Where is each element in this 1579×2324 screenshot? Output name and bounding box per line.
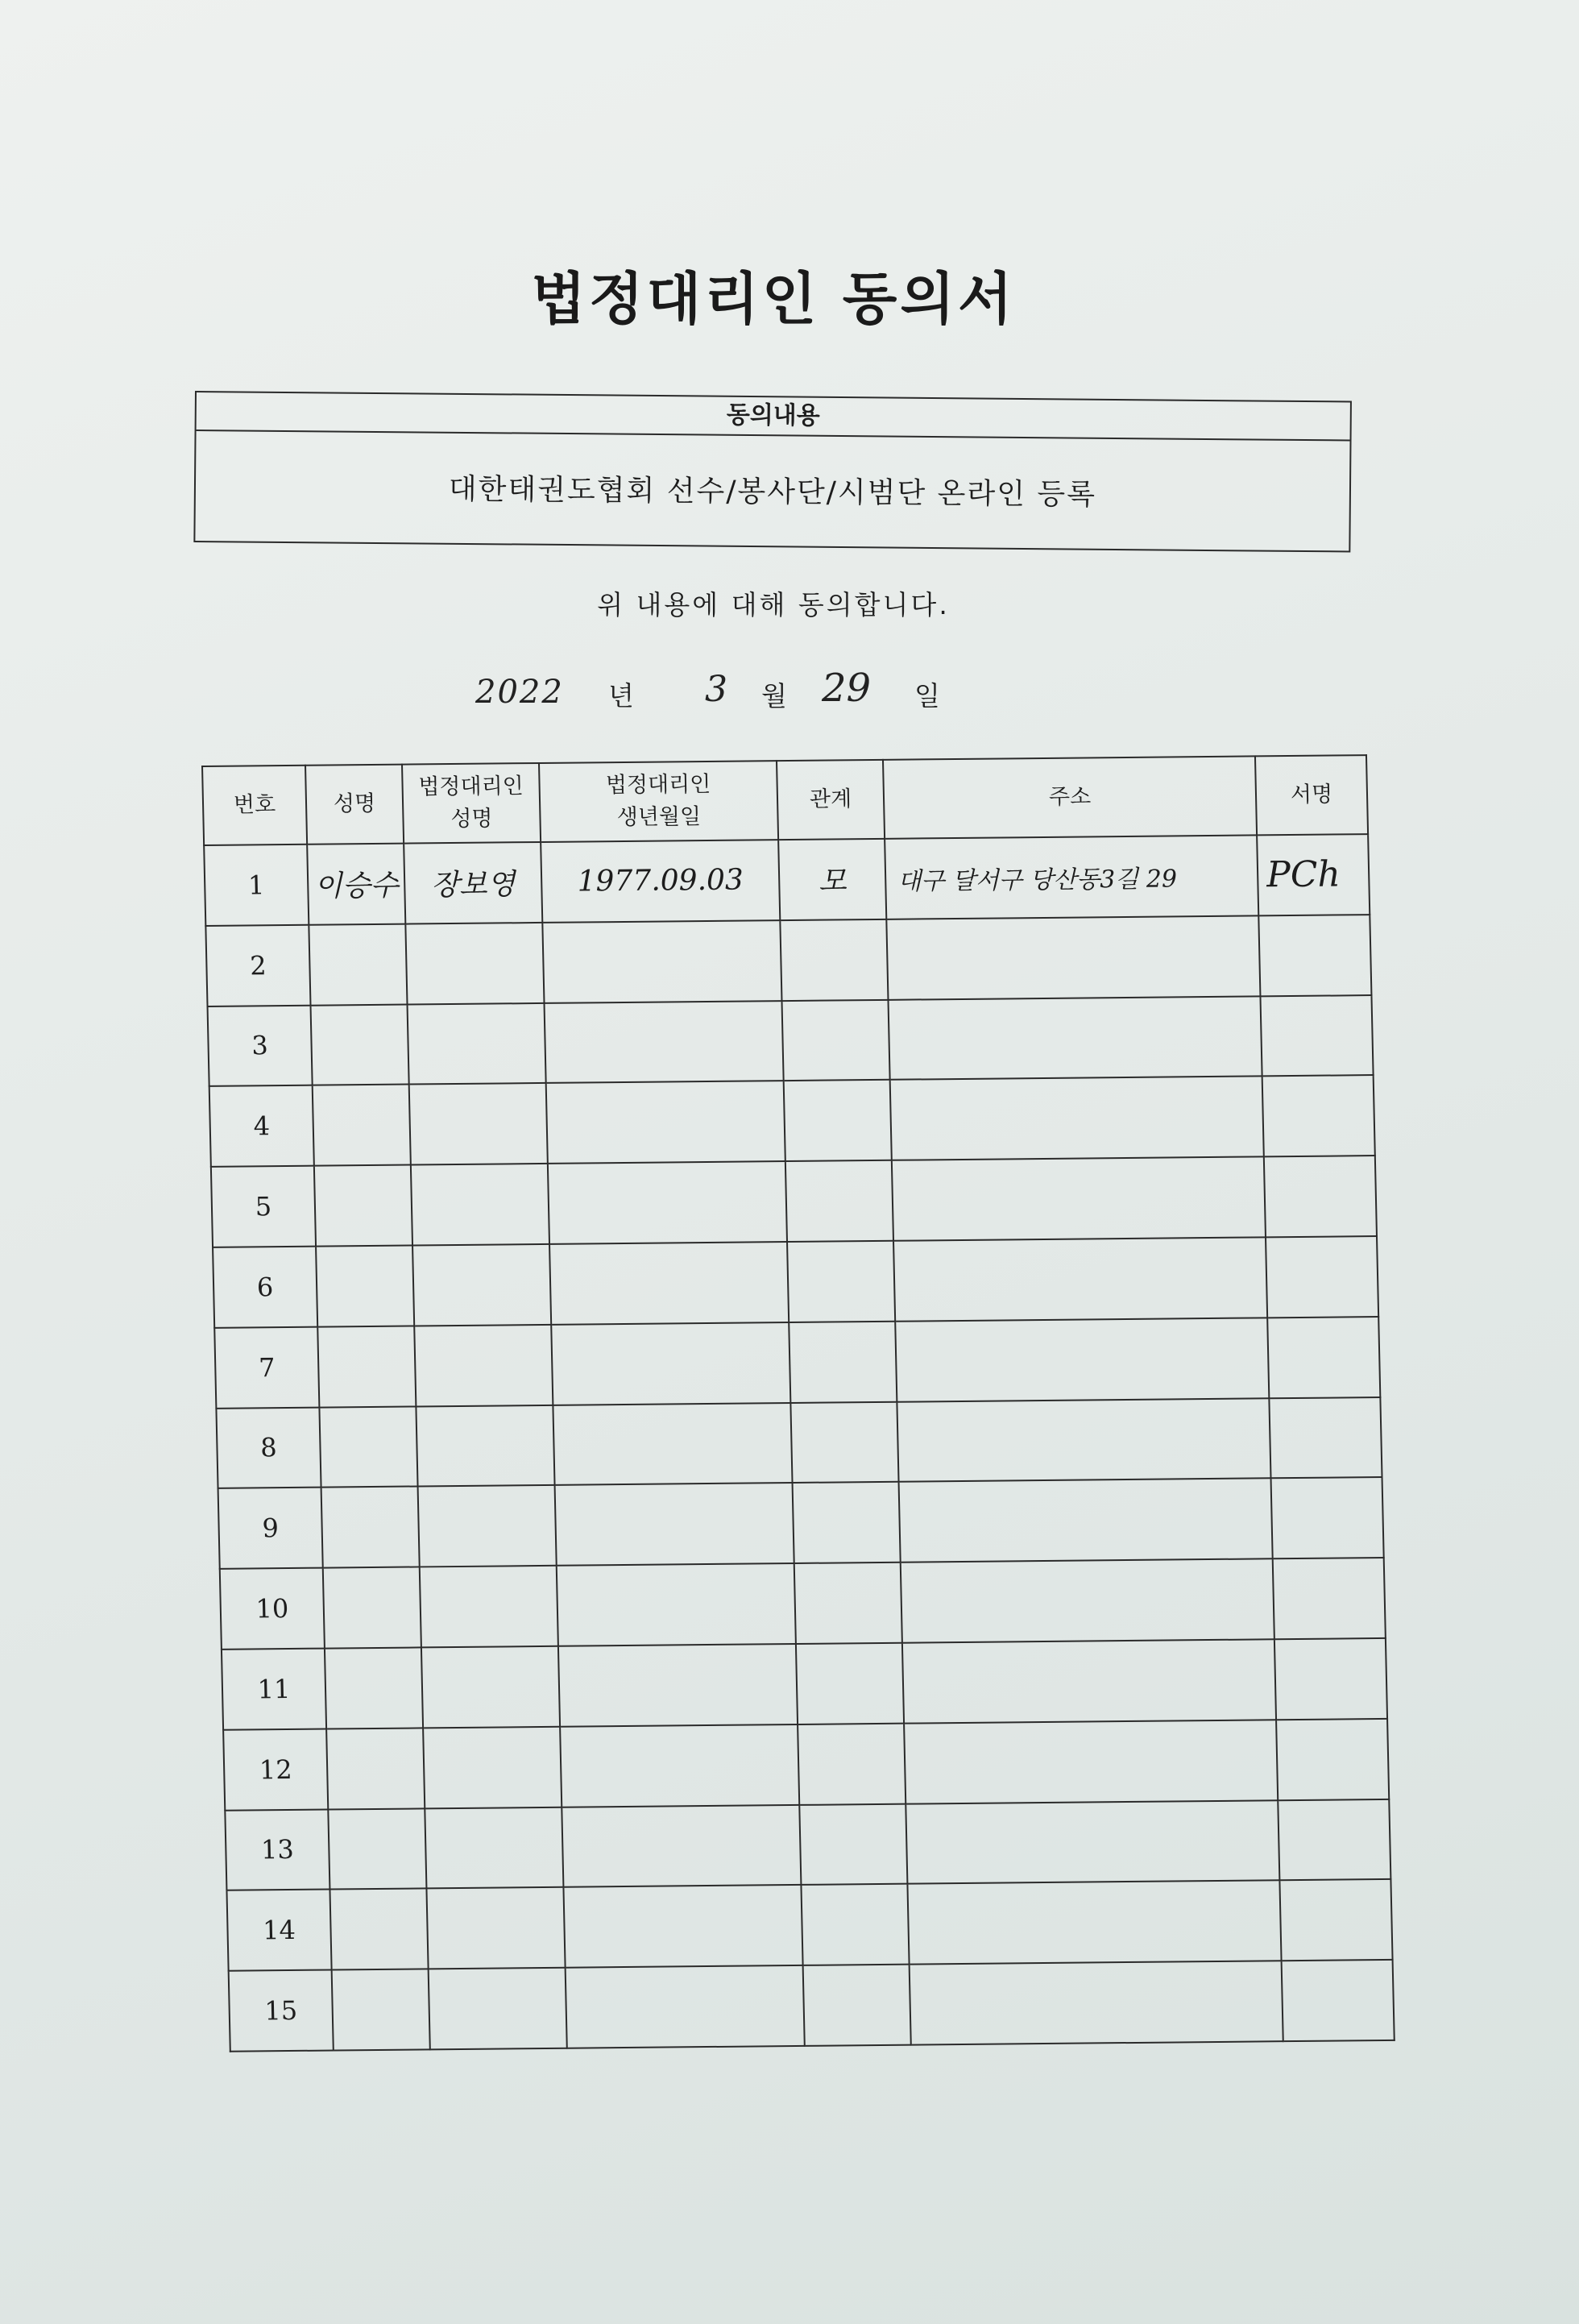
- cell-address: [892, 1157, 1266, 1241]
- cell-guardian-name: [420, 1566, 558, 1647]
- consent-box: [193, 391, 1352, 553]
- cell-address: [901, 1558, 1274, 1642]
- table-row: [226, 1879, 1392, 1971]
- cell-name: [328, 1808, 426, 1890]
- cell-no: 10: [220, 1568, 325, 1650]
- table-row: [214, 1317, 1380, 1409]
- cell-signature: [1273, 1558, 1386, 1639]
- cell-guardian-name: 장보영: [404, 842, 542, 923]
- header-address: 주소: [883, 756, 1257, 838]
- cell-no: 14: [226, 1890, 331, 1971]
- cell-relation: [787, 1241, 895, 1322]
- cell-guardian-birth: [566, 1965, 805, 2048]
- cell-name: [309, 923, 407, 1005]
- header-guardian-birth: [539, 761, 778, 842]
- cell-name: [311, 1004, 409, 1085]
- cell-name: [316, 1245, 414, 1326]
- cell-relation: [790, 1401, 898, 1483]
- header-guardian-name-line2: 성명: [450, 806, 493, 832]
- cell-guardian-birth: [551, 1322, 790, 1405]
- cell-name: [323, 1567, 421, 1649]
- cell-guardian-name: [405, 923, 544, 1004]
- cell-relation: [785, 1160, 893, 1242]
- cell-address: [893, 1237, 1267, 1321]
- table-row: [208, 995, 1374, 1087]
- cell-guardian-birth: [553, 1403, 792, 1486]
- cell-address: [890, 1077, 1264, 1160]
- cell-no: 6: [213, 1247, 317, 1328]
- table-row: [220, 1558, 1386, 1650]
- cell-address: [886, 915, 1260, 999]
- cell-relation: [781, 999, 889, 1081]
- cell-signature: [1274, 1638, 1387, 1720]
- cell-address: [902, 1639, 1276, 1723]
- cell-guardian-name: [423, 1727, 562, 1808]
- cell-relation: [803, 1965, 911, 2046]
- header-relation: 관계: [777, 760, 885, 840]
- cell-no: 1: [204, 845, 309, 926]
- table-row: [222, 1638, 1387, 1730]
- cell-guardian-name: [418, 1485, 557, 1567]
- date-year: 2022: [475, 674, 564, 711]
- header-signature: 서명: [1255, 755, 1368, 835]
- table-row: [209, 1075, 1375, 1167]
- cell-relation: [789, 1322, 897, 1403]
- cell-no: 4: [209, 1085, 314, 1167]
- cell-no: 8: [216, 1407, 321, 1488]
- cell-address: 대구 달서구 당산동3길 29: [885, 835, 1258, 919]
- header-guardian-birth-line1: 법정대리인: [605, 771, 711, 799]
- date-day: 29: [822, 666, 872, 711]
- cell-signature: [1262, 1075, 1375, 1156]
- cell-relation: [799, 1803, 907, 1885]
- cell-guardian-birth: [555, 1483, 794, 1566]
- cell-guardian-birth: [557, 1563, 796, 1646]
- cell-guardian-name: [425, 1807, 563, 1888]
- cell-signature: [1258, 915, 1371, 996]
- table-row: [218, 1477, 1384, 1569]
- cell-no: 13: [225, 1809, 329, 1890]
- cell-address: [906, 1800, 1279, 1884]
- cell-guardian-name: [421, 1646, 560, 1728]
- cell-name: [326, 1728, 425, 1809]
- cell-guardian-birth: 1977.09.03: [541, 840, 780, 923]
- table-body: [204, 834, 1395, 2052]
- cell-name: [329, 1889, 428, 1970]
- cell-relation: [793, 1482, 901, 1563]
- cell-guardian-birth: [542, 920, 781, 1003]
- cell-guardian-birth: [548, 1161, 787, 1244]
- cell-relation: [801, 1884, 909, 1965]
- header-guardian-name: [402, 763, 541, 844]
- cell-guardian-name: [426, 1887, 565, 1969]
- cell-name: [313, 1085, 411, 1166]
- header-name: 성명: [305, 765, 404, 845]
- table-row: [225, 1799, 1390, 1890]
- date-year-label: 년: [608, 680, 634, 712]
- cell-name: [332, 1969, 430, 2051]
- cell-relation: [796, 1643, 904, 1724]
- cell-signature: [1267, 1317, 1380, 1398]
- cell-signature: PCh: [1257, 834, 1370, 915]
- table-row: [223, 1719, 1389, 1811]
- document-title: 법정대리인 동의서: [531, 266, 1016, 332]
- header-no: 번호: [202, 766, 307, 845]
- cell-guardian-name: [429, 1968, 567, 2049]
- cell-guardian-birth: [549, 1242, 789, 1325]
- cell-relation: 모: [778, 839, 886, 920]
- consent-heading: 동의내용: [197, 392, 1350, 441]
- cell-guardian-birth: [544, 1001, 783, 1084]
- cell-signature: [1266, 1236, 1378, 1318]
- consent-content: 대한태권도협회 선수/봉사단/시범단 온라인 등록: [448, 472, 1097, 512]
- cell-signature: [1278, 1799, 1390, 1880]
- cell-relation: [794, 1562, 902, 1644]
- cell-address: [897, 1398, 1270, 1482]
- cell-address: [888, 996, 1262, 1080]
- cell-signature: [1276, 1719, 1389, 1800]
- table-row: [216, 1397, 1382, 1489]
- table-row: [229, 1960, 1395, 2052]
- cell-no: 12: [223, 1728, 328, 1810]
- cell-relation: [780, 919, 888, 1001]
- cell-guardian-name: [409, 1083, 548, 1164]
- cell-signature: [1264, 1156, 1377, 1237]
- cell-guardian-name: [416, 1405, 554, 1486]
- cell-address: [907, 1881, 1281, 1965]
- cell-no: 9: [218, 1488, 323, 1569]
- date-day-label: 일: [914, 680, 940, 712]
- cell-name: [317, 1326, 416, 1407]
- cell-no: 15: [229, 1970, 334, 2052]
- cell-signature: [1282, 1960, 1395, 2041]
- cell-name: [314, 1165, 412, 1247]
- cell-no: 7: [214, 1326, 319, 1408]
- header-guardian-birth-line2: 생년월일: [616, 804, 702, 831]
- cell-guardian-birth: [558, 1644, 798, 1727]
- agreement-statement: 위 내용에 대해 동의합니다.: [597, 589, 950, 620]
- cell-address: [904, 1720, 1278, 1803]
- cell-no: 11: [222, 1649, 326, 1730]
- cell-guardian-name: [412, 1244, 551, 1326]
- cell-guardian-birth: [563, 1885, 802, 1968]
- cell-guardian-name: [411, 1164, 549, 1245]
- cell-address: [899, 1479, 1273, 1562]
- cell-guardian-birth: [562, 1804, 801, 1887]
- table-row: [211, 1156, 1377, 1247]
- cell-signature: [1271, 1477, 1384, 1558]
- cell-no: 5: [211, 1166, 316, 1247]
- cell-address: [910, 1961, 1283, 2044]
- cell-relation: [798, 1723, 906, 1804]
- cell-guardian-birth: [560, 1724, 799, 1807]
- cell-guardian-name: [408, 1003, 546, 1085]
- header-guardian-name-line1: 법정대리인: [418, 774, 524, 800]
- cell-signature: [1269, 1397, 1382, 1479]
- cell-name: [325, 1647, 423, 1728]
- table-row: [205, 915, 1371, 1006]
- date-line: [475, 667, 1039, 724]
- date-month-label: 월: [761, 680, 787, 712]
- cell-name: 이승수: [307, 844, 405, 925]
- cell-guardian-name: [414, 1325, 553, 1406]
- table-header-row: [202, 755, 1368, 845]
- cell-signature: [1279, 1879, 1392, 1961]
- cell-relation: [784, 1080, 892, 1161]
- date-month: 3: [705, 669, 727, 710]
- cell-no: 2: [205, 925, 310, 1006]
- cell-signature: [1260, 995, 1373, 1077]
- cell-address: [895, 1318, 1269, 1401]
- cell-no: 3: [208, 1005, 313, 1086]
- guardian-table: [201, 754, 1394, 2052]
- cell-guardian-birth: [546, 1081, 785, 1164]
- cell-name: [319, 1406, 417, 1488]
- table-row: [213, 1236, 1378, 1328]
- cell-name: [321, 1487, 420, 1568]
- table-row: [204, 834, 1370, 926]
